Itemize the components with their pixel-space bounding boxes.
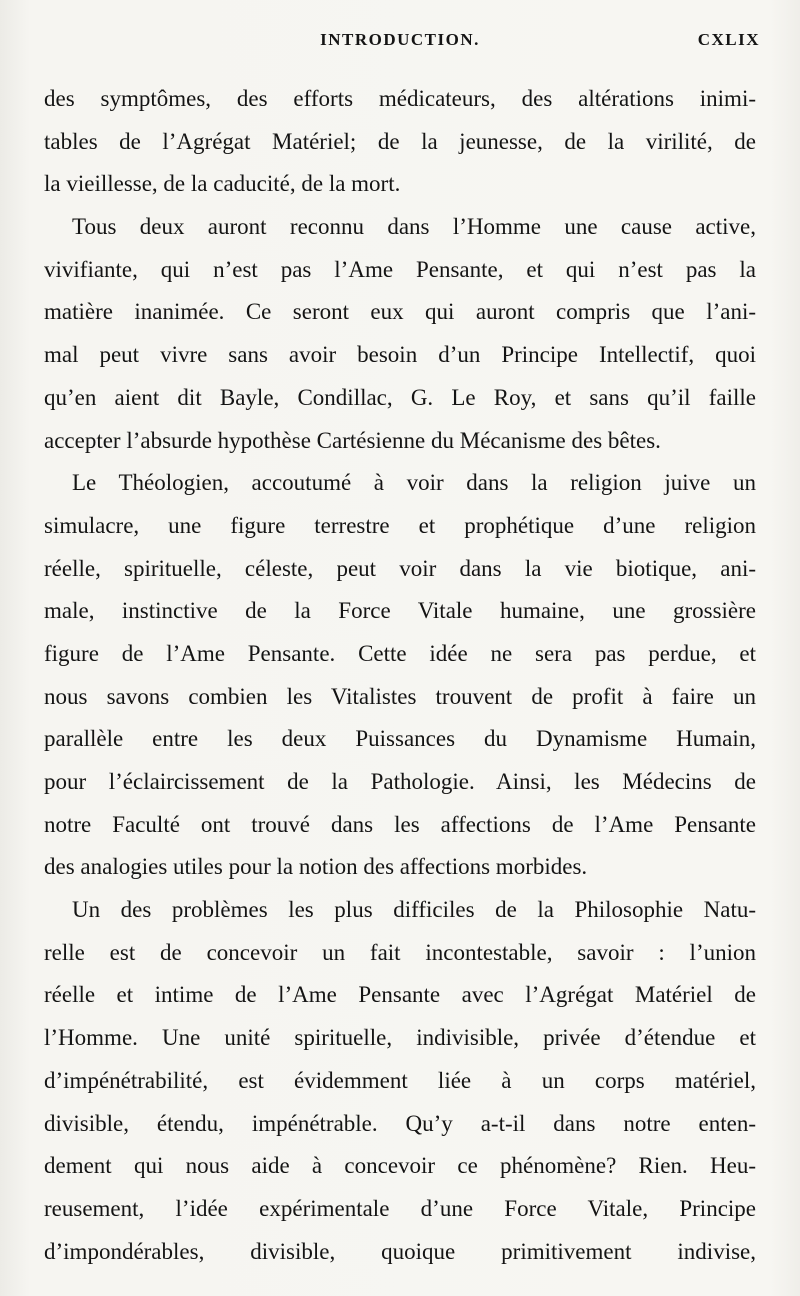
text-line: qu’en aient dit Bayle, Condillac, G. Le Roy, et sans qu’il faille (44, 384, 756, 410)
text-line: reusement, l’idée expérimentale d’une Force Vitale, Principe (44, 1195, 756, 1221)
text-line: l’Homme. Une unité spirituelle, indivisible, privée d’étendue et (44, 1025, 756, 1051)
text-line: d’impénétrabilité, est évidemment liée à un corps matériel, (44, 1067, 756, 1093)
text-line: tables de l’Agrégat Matériel; de la jeunesse, de la virilité, de (44, 128, 756, 154)
text-line: mal peut vivre sans avoir besoin d’un Principe Intellectif, quoi (44, 342, 756, 368)
text-line: réelle, spirituelle, céleste, peut voir dans la vie biotique, ani- (44, 555, 756, 581)
text-line: la vieillesse, de la caducité, de la mort. (44, 171, 401, 197)
text-line: notre Faculté ont trouvé dans les affections de l’Ame Pensante (44, 811, 756, 837)
text-line: male, instinctive de la Force Vitale humaine, une grossière (44, 598, 756, 624)
text-line: simulacre, une figure terrestre et prophétique d’une religion (44, 512, 756, 538)
page-number: CXLIX (697, 30, 760, 49)
running-head (40, 30, 760, 58)
text-line: accepter l’absurde hypothèse Cartésienne du Mécanisme des bêtes. (44, 427, 661, 453)
text-line: des analogies utiles pour la notion des affections morbides. (44, 854, 588, 880)
text-line: figure de l’Ame Pensante. Cette idée ne sera pas perdue, et (44, 640, 756, 666)
running-head-title: INTRODUCTION. (320, 30, 480, 49)
text-line: parallèle entre les deux Puissances du Dynamisme Humain, (44, 726, 756, 752)
text-line: réelle et intime de l’Ame Pensante avec l’Agrégat Matériel de (44, 982, 756, 1008)
text-line: Le Théologien, accoutumé à voir dans la religion juive un (72, 470, 756, 496)
text-line: relle est de concevoir un fait incontestable, savoir : l’union (44, 939, 756, 965)
text-line: matière inanimée. Ce seront eux qui auront compris que l’ani- (44, 299, 756, 325)
text-line: pour l’éclaircissement de la Pathologie. Ainsi, les Médecins de (44, 769, 756, 794)
text-line: d’impondérables, divisible, quoique primitivement indivise, (44, 1238, 756, 1264)
text-line: divisible, étendu, impénétrable. Qu’y a-t-il dans notre enten- (44, 1110, 756, 1136)
text-line: dement qui nous aide à concevoir ce phénomène? Rien. Heu- (44, 1153, 756, 1179)
text-line: vivifiante, qui n’est pas l’Ame Pensante, et qui n’est pas la (44, 256, 756, 282)
text-line: nous savons combien les Vitalistes trouvent de profit à faire un (44, 683, 756, 709)
text-line: Tous deux auront reconnu dans l’Homme une cause active, (72, 214, 756, 240)
text-line: Un des problèmes les plus difficiles de la Philosophie Natu- (72, 897, 756, 923)
body-text (44, 78, 756, 1273)
text-line: des symptômes, des efforts médicateurs, des altérations inimi- (44, 86, 756, 111)
